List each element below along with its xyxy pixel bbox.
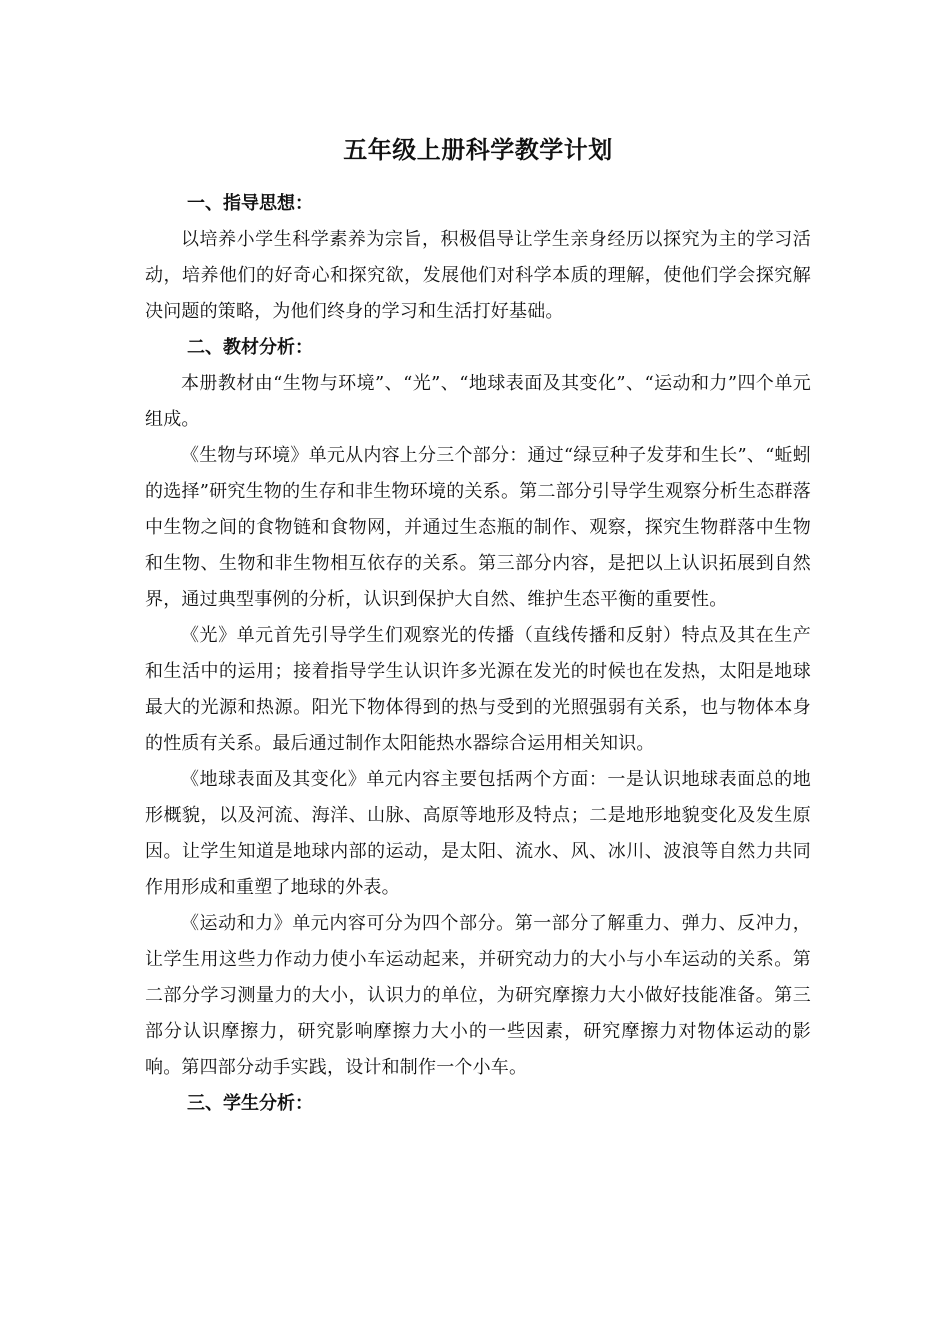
document-title: 五年级上册科学教学计划 xyxy=(343,136,613,164)
paragraph-materials-overview: 本册教材由“生物与环境”、“光”、“地球表面及其变化”、“运动和力”四个单元组成。 xyxy=(145,373,811,430)
section-heading-materials: 二、教材分析： xyxy=(187,337,313,358)
document-body xyxy=(145,126,811,1122)
section-heading-students: 三、学生分析： xyxy=(187,1093,313,1114)
paragraph-guiding: 以培养小学生科学素养为宗旨，积极倡导让学生亲身经历以探究为主的学习活动，培养他们的好奇心和探究欲，发展他们对科学本质的理解，使他们学会探究解决问题的策略，为他们终身的学习和生活打好基础。 xyxy=(145,229,811,322)
paragraph-unit-biology: 《生物与环境》单元从内容上分三个部分：通过“绿豆种子发芽和生长”、“蚯蚓的选择”研究生物的生存和非生物环境的关系。第二部分引导学生观察分析生态群落中生物之间的食物链和食物网，并通过生态瓶的制作、观察，探究生物群落中生物和生物、生物和非生物相互依存的关系。第三部分内容，是把以上认识拓展到自然界，通过典型事例的分析，认识到保护大自然、维护生态平衡的重要性。 xyxy=(145,445,811,610)
section-heading-guiding: 一、指导思想： xyxy=(187,193,313,214)
paragraph-unit-light: 《光》单元首先引导学生们观察光的传播（直线传播和反射）特点及其在生产和生活中的运用；接着指导学生认识许多光源在发光的时候也在发热，太阳是地球最大的光源和热源。阳光下物体得到的热与受到的光照强弱有关系，也与物体本身的性质有关系。最后通过制作太阳能热水器综合运用相关知识。 xyxy=(145,625,811,754)
paragraph-unit-motion: 《运动和力》单元内容可分为四个部分。第一部分了解重力、弹力、反冲力，让学生用这些力作动力使小车运动起来，并研究动力的大小与小车运动的关系。第二部分学习测量力的大小，认识力的单位，为研究摩擦力大小做好技能准备。第三部分认识摩擦力，研究影响摩擦力大小的一些因素，研究摩擦力对物体运动的影响。第四部分动手实践，设计和制作一个小车。 xyxy=(145,913,811,1078)
paragraph-unit-earth: 《地球表面及其变化》单元内容主要包括两个方面：一是认识地球表面总的地形概貌，以及河流、海洋、山脉、高原等地形及特点；二是地形地貌变化及发生原因。让学生知道是地球内部的运动，是太阳、流水、风、冰川、波浪等自然力共同作用形成和重塑了地球的外表。 xyxy=(145,769,811,898)
